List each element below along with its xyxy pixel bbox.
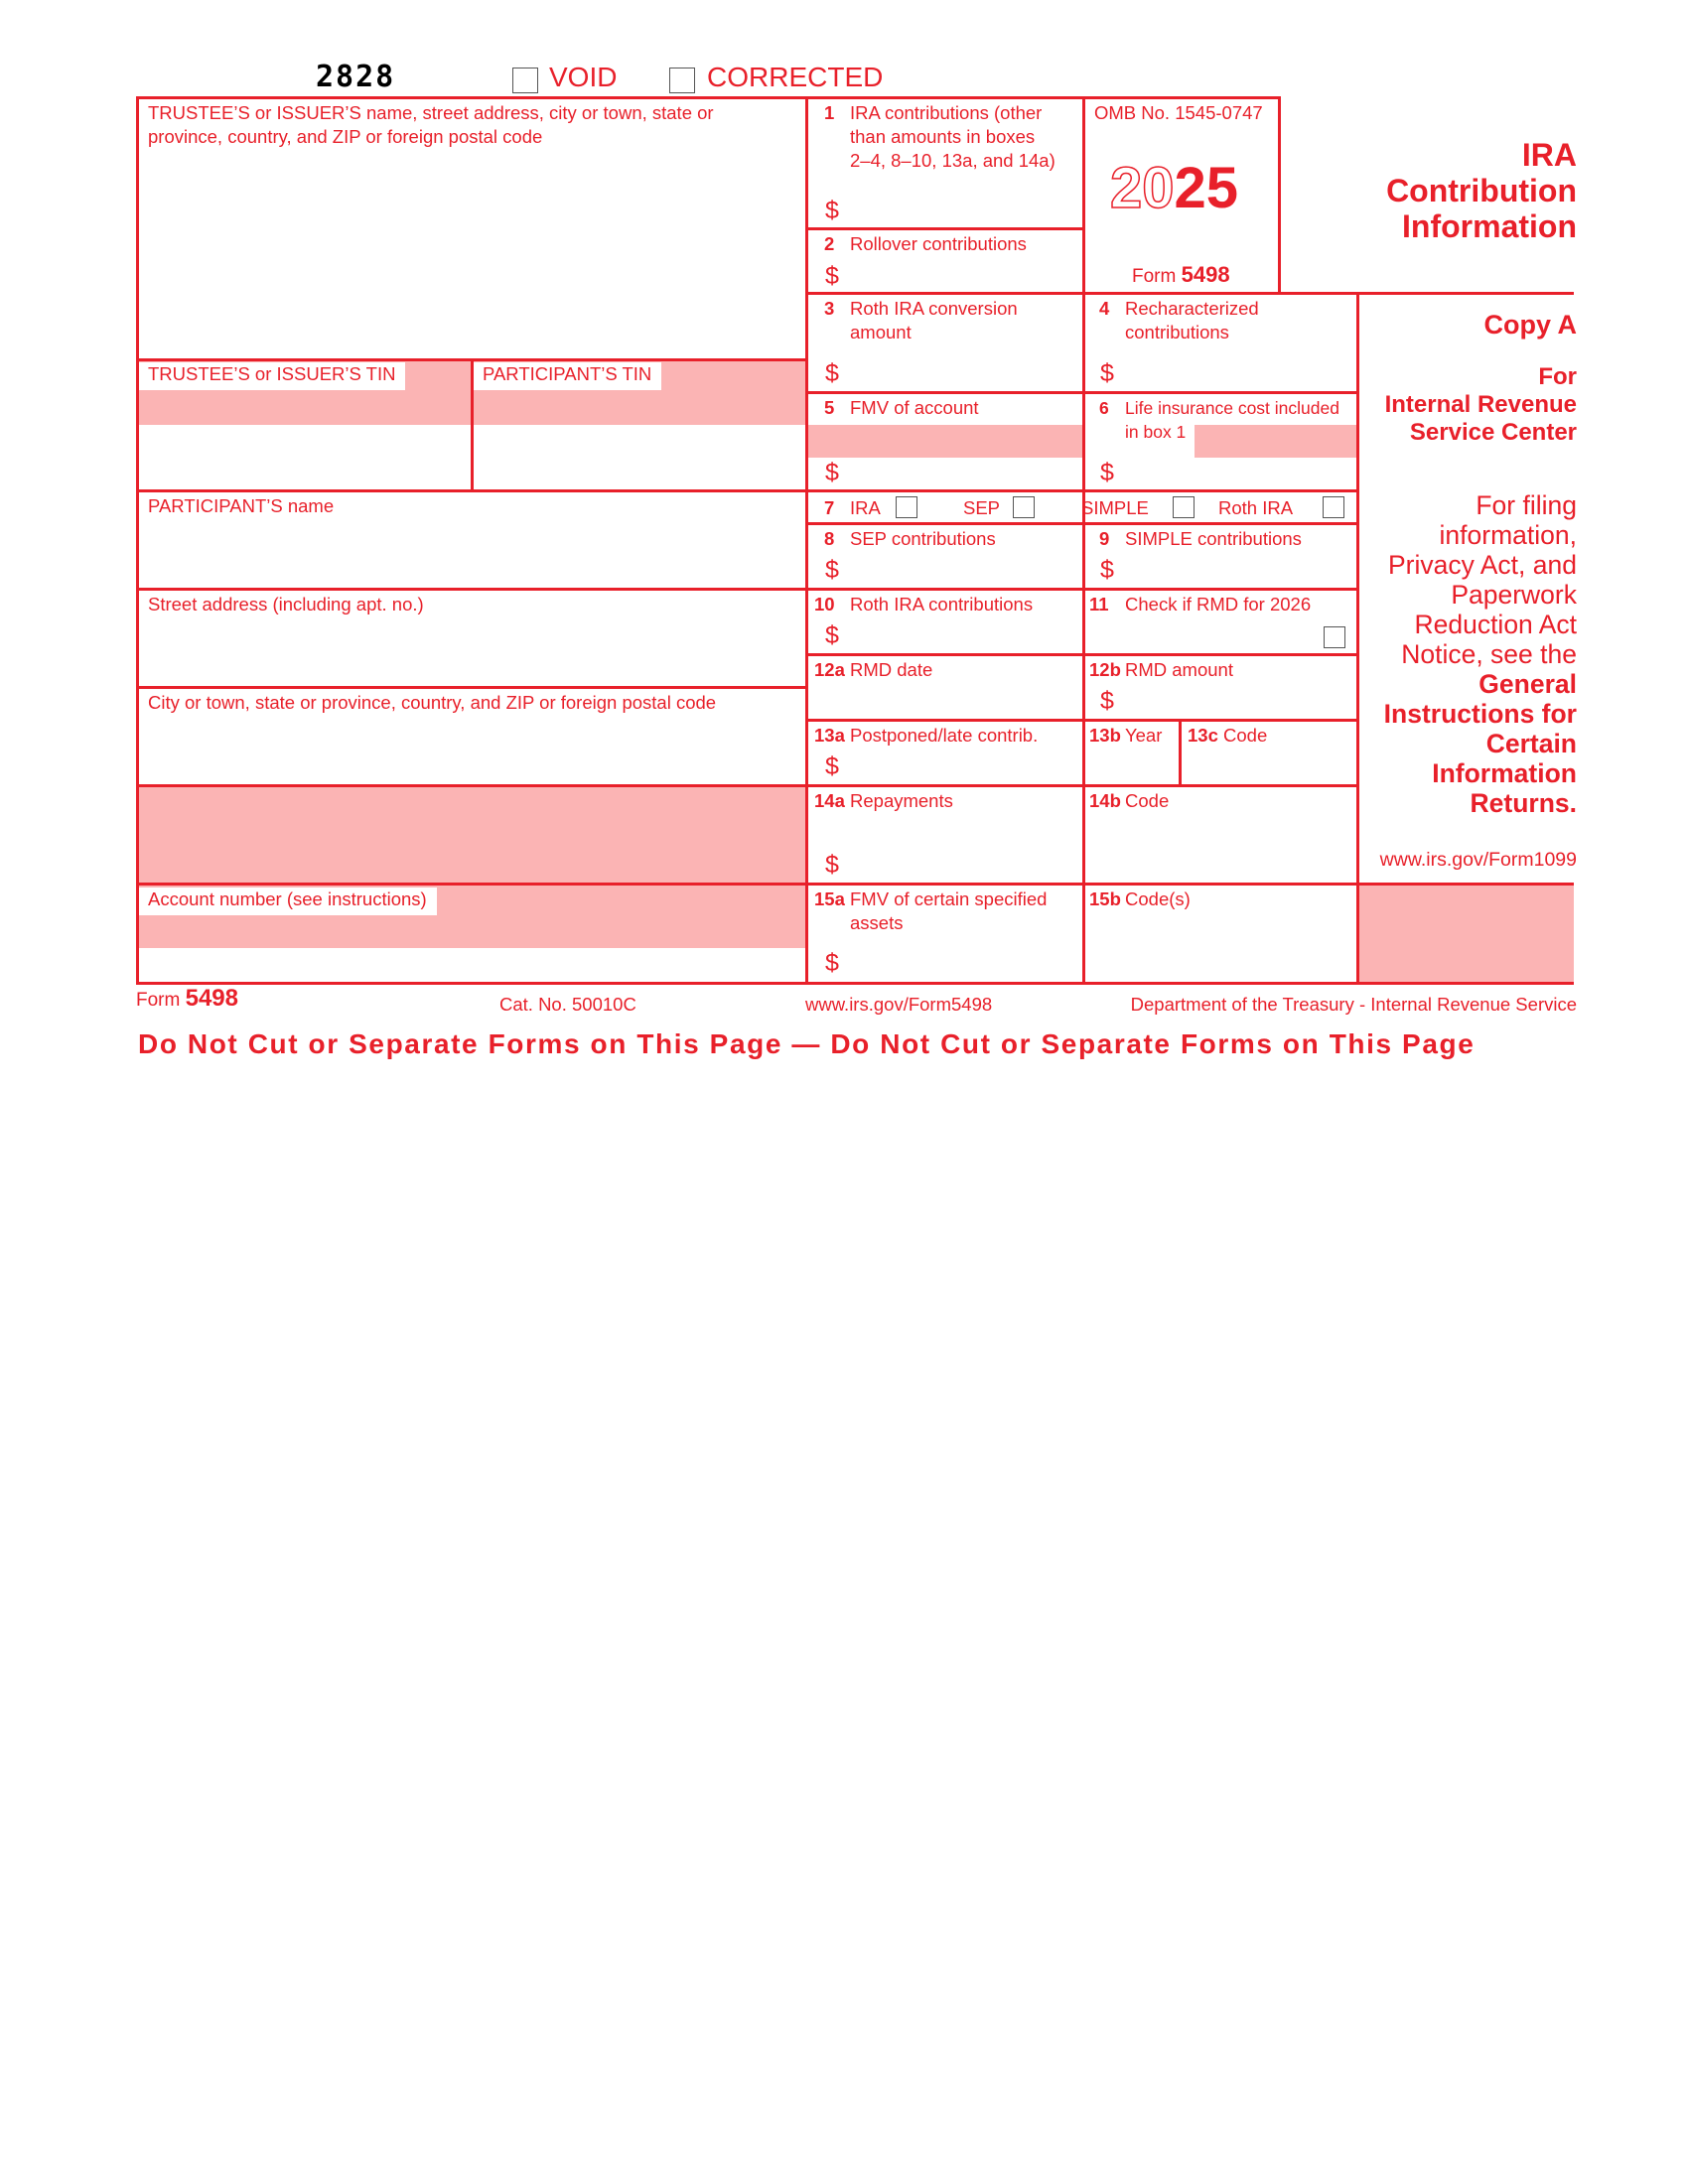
box13a-number: 13a — [814, 725, 845, 746]
do-not-cut-notice: Do Not Cut or Separate Forms on This Page — Do Not Cut or Separate Forms on This Page — [138, 1028, 1476, 1059]
form1099-url[interactable]: www.irs.gov/Form1099 — [1379, 849, 1577, 871]
omb-number: OMB No. 1545-0747 — [1094, 102, 1263, 123]
filing-notice-line4: Paperwork — [1451, 580, 1577, 610]
filing-notice-line9: Certain — [1485, 729, 1577, 758]
box12b-dollar: $ — [1100, 687, 1114, 715]
box10-dollar: $ — [825, 621, 839, 649]
box1-number: 1 — [824, 102, 835, 123]
box6-label-line1: Life insurance cost included — [1125, 398, 1339, 418]
corrected-checkbox[interactable] — [669, 68, 695, 93]
tax-year-outline: 20 — [1110, 156, 1175, 220]
box14b-label-text: Code — [1125, 790, 1170, 811]
box7-simple-checkbox[interactable] — [1173, 496, 1195, 518]
box9-dollar: $ — [1100, 556, 1114, 584]
box12b-number: 12b — [1089, 659, 1121, 680]
box5-shade — [808, 425, 1082, 458]
box14b-label — [1089, 789, 1169, 813]
box13b-label — [1089, 724, 1162, 748]
box12a-number: 12a — [814, 659, 845, 680]
box3-label — [824, 297, 1018, 344]
box2-label-text: Rollover contributions — [850, 233, 1027, 254]
filing-notice-line2: information, — [1439, 520, 1577, 550]
filing-notice-line5: Reduction Act — [1414, 610, 1577, 639]
box6-label — [1099, 396, 1339, 444]
filing-notice-line10: Information — [1432, 758, 1577, 788]
copy-recipient-line2: Internal Revenue — [1384, 391, 1577, 418]
box1-label-line2: than amounts in boxes — [850, 126, 1036, 147]
box4-label-line1: Recharacterized — [1125, 298, 1259, 319]
box4-label-line2: contributions — [1125, 322, 1229, 342]
department-label: Department of the Treasury - Internal Revenue Service — [1130, 994, 1577, 1015]
trustee-label-line2: province, country, and ZIP or foreign postal code — [148, 126, 543, 147]
box13a-label-text: Postponed/late contrib. — [850, 725, 1039, 746]
trustee-label-line1: TRUSTEE’S or ISSUER’S name, street address, city or town, state or — [148, 102, 714, 123]
tax-year-bold: 25 — [1174, 156, 1239, 220]
void-checkbox[interactable] — [512, 68, 538, 93]
box10-label — [814, 593, 1033, 616]
box13a-dollar: $ — [825, 752, 839, 780]
box7-roth-label: Roth IRA — [1218, 497, 1294, 518]
box15a-number: 15a — [814, 888, 845, 909]
box3-label-line2: amount — [850, 322, 912, 342]
box14a-label — [814, 789, 953, 813]
box4-number: 4 — [1099, 298, 1110, 319]
copy-recipient-line3: Service Center — [1409, 419, 1577, 446]
box5-dollar: $ — [825, 459, 839, 486]
box7-ira-label: IRA — [850, 497, 881, 518]
box5-label — [824, 396, 979, 420]
filing-notice-line6: Notice, see the — [1401, 639, 1577, 669]
filing-notice-line1: For filing — [1476, 490, 1577, 520]
box8-label-text: SEP contributions — [850, 528, 996, 549]
trustee-tin-label: TRUSTEE’S or ISSUER’S TIN — [139, 362, 405, 390]
filing-notice — [1384, 490, 1577, 818]
box12b-label-text: RMD amount — [1125, 659, 1233, 680]
copy-a-label: Copy A — [1483, 310, 1577, 340]
box6-number: 6 — [1099, 398, 1109, 418]
copy-recipient — [1385, 363, 1577, 447]
box6-dollar: $ — [1100, 459, 1114, 486]
box13c-label-text: Code — [1223, 725, 1268, 746]
trustee-label — [148, 101, 714, 149]
box7-sep-checkbox[interactable] — [1013, 496, 1035, 518]
box15a-label-line1: FMV of certain specified — [850, 888, 1048, 909]
box4-dollar: $ — [1100, 359, 1114, 387]
form-title — [1386, 137, 1577, 244]
box13c-number: 13c — [1188, 725, 1218, 746]
box5-number: 5 — [824, 397, 835, 418]
box1-dollar: $ — [825, 197, 839, 224]
participant-name-label: PARTICIPANT’S name — [148, 495, 335, 516]
filing-notice-line7: General — [1478, 669, 1577, 699]
box13a-label — [814, 724, 1038, 748]
box7-roth-checkbox[interactable] — [1323, 496, 1344, 518]
box9-number: 9 — [1099, 528, 1110, 549]
participant-tin-label: PARTICIPANT’S TIN — [474, 362, 661, 390]
box1-label-line1: IRA contributions (other — [850, 102, 1043, 123]
box11-label — [1089, 593, 1311, 616]
box4-label — [1099, 297, 1259, 344]
filing-notice-line11: Returns. — [1470, 788, 1577, 818]
side-bottom-shade — [1359, 886, 1574, 982]
box7-number: 7 — [824, 497, 835, 518]
box8-dollar: $ — [825, 556, 839, 584]
copy-recipient-line1: For — [1538, 363, 1577, 390]
box3-number: 3 — [824, 298, 835, 319]
box8-label — [824, 527, 996, 551]
box13b-label-text: Year — [1125, 725, 1163, 746]
box7-label — [824, 496, 881, 520]
footer-form-word: Form — [136, 990, 181, 1011]
box15b-number: 15b — [1089, 888, 1121, 909]
filing-notice-line3: Privacy Act, and — [1387, 550, 1577, 580]
box12b-label — [1089, 658, 1233, 682]
box12a-label-text: RMD date — [850, 659, 933, 680]
box12a-label — [814, 658, 932, 682]
box10-number: 10 — [814, 594, 835, 614]
form-title-line3: Information — [1402, 208, 1577, 244]
void-label: VOID — [549, 62, 618, 92]
box14b-number: 14b — [1089, 790, 1121, 811]
box11-number: 11 — [1089, 594, 1109, 614]
box9-label — [1099, 527, 1302, 551]
box14a-label-text: Repayments — [850, 790, 953, 811]
box13c-label — [1188, 724, 1267, 748]
box15a-label — [814, 887, 1047, 935]
box3-dollar: $ — [825, 359, 839, 387]
box11-rmd-checkbox[interactable] — [1324, 626, 1345, 648]
omb-form-word: Form — [1132, 266, 1177, 287]
box14a-number: 14a — [814, 790, 845, 811]
box15b-label-text: Code(s) — [1125, 888, 1191, 909]
box3-label-line1: Roth IRA conversion — [850, 298, 1018, 319]
corrected-label: CORRECTED — [707, 62, 884, 92]
filing-notice-line8: Instructions for — [1383, 699, 1577, 729]
box2-number: 2 — [824, 233, 835, 254]
blank-shaded-box — [139, 787, 805, 883]
box7-sep-label: SEP — [963, 497, 1001, 518]
box15a-dollar: $ — [825, 949, 839, 977]
box7-simple-label: SIMPLE — [1081, 497, 1149, 518]
form-title-line1: IRA — [1521, 137, 1577, 173]
box13b-number: 13b — [1089, 725, 1121, 746]
box2-dollar: $ — [825, 262, 839, 290]
street-address-label: Street address (including apt. no.) — [148, 594, 424, 614]
box15b-label — [1089, 887, 1191, 911]
box1-label-line3: 2–4, 8–10, 13a, and 14a) — [850, 150, 1055, 171]
tax-year — [1110, 157, 1238, 220]
catalog-number: Cat. No. 50010C — [499, 994, 636, 1015]
omb-form-id — [1132, 262, 1230, 290]
omb-form-number: 5498 — [1181, 262, 1230, 287]
box5-label-text: FMV of account — [850, 397, 979, 418]
account-number-label: Account number (see instructions) — [139, 887, 437, 915]
footer-form-id — [136, 985, 238, 1015]
box10-label-text: Roth IRA contributions — [850, 594, 1034, 614]
form-title-line2: Contribution — [1386, 173, 1577, 208]
box14a-dollar: $ — [825, 851, 839, 879]
box9-label-text: SIMPLE contributions — [1125, 528, 1302, 549]
box15a-label-line2: assets — [850, 912, 904, 933]
box2-label — [824, 232, 1027, 256]
form5498-url[interactable]: www.irs.gov/Form5498 — [805, 994, 993, 1015]
form-code: 2828 — [316, 60, 396, 94]
box7-ira-checkbox[interactable] — [896, 496, 917, 518]
footer-form-number: 5498 — [185, 985, 238, 1012]
box6-label-line2: in box 1 — [1125, 422, 1187, 442]
city-state-zip-label: City or town, state or province, country, and ZIP or foreign postal code — [148, 692, 717, 713]
box11-label-text: Check if RMD for 2026 — [1125, 594, 1312, 614]
box1-label — [824, 101, 1055, 173]
box8-number: 8 — [824, 528, 835, 549]
